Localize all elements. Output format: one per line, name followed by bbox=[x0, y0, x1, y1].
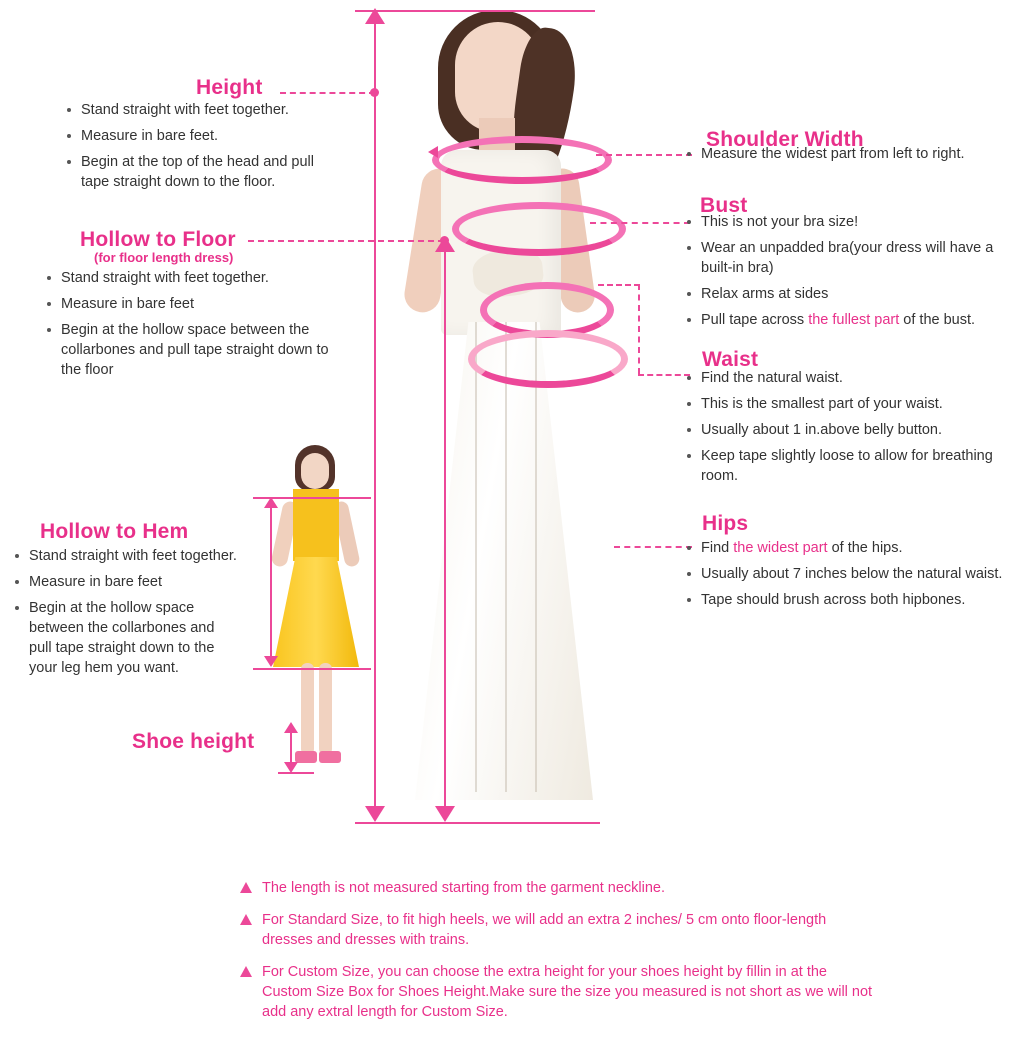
height-heading: Height bbox=[196, 76, 263, 99]
warning-triangle-icon bbox=[240, 966, 252, 977]
list-item: Begin at the hollow space between the collarbones and pull tape straight down to the your leg hem you want. bbox=[12, 598, 240, 678]
list-item: Wear an unpadded bra(your dress will have a built-in bra) bbox=[684, 238, 1014, 278]
warning-triangle-icon bbox=[240, 882, 252, 893]
mini-model-bodice bbox=[293, 489, 339, 561]
hollow-to-hem-vertical-line bbox=[270, 508, 272, 658]
hips-bullet-list bbox=[684, 538, 1014, 616]
waist-leader-top bbox=[598, 284, 640, 286]
hollow-to-floor-anchor-dot bbox=[440, 236, 449, 245]
hollow-to-floor-vertical-line bbox=[444, 248, 446, 814]
list-item: Keep tape slightly loose to allow for breathing room. bbox=[684, 446, 1004, 486]
height-arrow-down-icon bbox=[365, 806, 385, 822]
hollow-to-floor-subheading: (for floor length dress) bbox=[94, 250, 234, 265]
height-vertical-line bbox=[374, 22, 376, 812]
list-item: Measure in bare feet bbox=[12, 572, 240, 592]
list-item: Relax arms at sides bbox=[684, 284, 1014, 304]
waist-bullet-list bbox=[684, 368, 1004, 492]
shoe-height-base-line bbox=[278, 772, 314, 774]
hips-pre: Find bbox=[701, 540, 734, 556]
note-2 bbox=[240, 910, 880, 950]
list-item: Stand straight with feet together. bbox=[44, 268, 334, 288]
waist-leader-line bbox=[638, 374, 690, 376]
shoe-height-heading: Shoe height bbox=[132, 730, 255, 753]
bust-bullet-list bbox=[684, 212, 1014, 336]
hollow-to-floor-leader-line bbox=[248, 240, 444, 242]
bust-post: of the bust. bbox=[899, 312, 976, 328]
mini-model-right-leg bbox=[319, 663, 332, 755]
list-item: Usually about 1 in.above belly button. bbox=[684, 420, 1004, 440]
shoulder-leader-line bbox=[596, 154, 692, 156]
mini-model-right-shoe-icon bbox=[319, 751, 341, 763]
list-item: Find the natural waist. bbox=[684, 368, 1004, 388]
note-1 bbox=[240, 878, 880, 898]
mini-model-skirt bbox=[273, 557, 359, 667]
hollow-to-hem-heading: Hollow to Hem bbox=[40, 520, 189, 543]
list-item: Measure in bare feet. bbox=[64, 126, 344, 146]
hollow-to-hem-arrow-down-icon bbox=[264, 656, 278, 667]
hollow-to-hem-bullet-list bbox=[12, 546, 240, 684]
list-item: Begin at the hollow space between the collarbones and pull tape straight down to the floor bbox=[44, 320, 334, 380]
list-item: This is the smallest part of your waist. bbox=[684, 394, 1004, 414]
bust-pre: Pull tape across bbox=[701, 312, 809, 328]
height-anchor-dot bbox=[370, 88, 379, 97]
list-item-hips-widest bbox=[684, 538, 1014, 558]
waist-heading: Waist bbox=[702, 348, 759, 371]
bust-measure-band bbox=[452, 202, 626, 256]
bust-leader-line bbox=[590, 222, 690, 224]
shoulder-width-bullet-list bbox=[684, 144, 1014, 170]
hips-heading: Hips bbox=[702, 512, 749, 535]
note-text: The length is not measured starting from the garment neckline. bbox=[262, 880, 665, 896]
mini-model-face-icon bbox=[301, 453, 329, 489]
bust-heading: Bust bbox=[700, 194, 748, 217]
list-item: Tape should brush across both hipbones. bbox=[684, 590, 1014, 610]
warning-triangle-icon bbox=[240, 914, 252, 925]
skirt-fold-2 bbox=[505, 322, 507, 792]
hips-post: of the hips. bbox=[827, 540, 903, 556]
note-text: For Standard Size, to fit high heels, we will add an extra 2 inches/ 5 cm onto floor-length dresses and dresses with trains. bbox=[262, 912, 827, 948]
list-item: Stand straight with feet together. bbox=[64, 100, 344, 120]
mini-model-left-shoe-icon bbox=[295, 751, 317, 763]
list-item: Stand straight with feet together. bbox=[12, 546, 240, 566]
hips-measure-band bbox=[468, 330, 628, 388]
skirt-fold-3 bbox=[535, 322, 537, 792]
hollow-to-floor-bullet-list bbox=[44, 268, 334, 386]
height-arrow-up-icon bbox=[365, 8, 385, 24]
waist-leader-vertical bbox=[638, 284, 640, 374]
short-dress-model-illustration bbox=[255, 445, 375, 775]
mini-model-left-leg bbox=[301, 663, 314, 755]
shoe-height-vertical-line bbox=[290, 730, 292, 766]
footer-notes bbox=[240, 878, 880, 1034]
list-item: Usually about 7 inches below the natural waist. bbox=[684, 564, 1014, 584]
height-leader-line bbox=[280, 92, 375, 94]
shoe-height-arrow-up-icon bbox=[284, 722, 298, 733]
list-item: Begin at the top of the head and pull tape straight down to the floor. bbox=[64, 152, 344, 192]
hollow-to-hem-arrow-up-icon bbox=[264, 497, 278, 508]
hollow-to-hem-bottom-line bbox=[253, 668, 371, 670]
shoulder-measure-band bbox=[432, 136, 612, 184]
model-skirt bbox=[415, 322, 593, 800]
list-item: Measure the widest part from left to right. bbox=[684, 144, 1014, 164]
hips-leader-line bbox=[614, 546, 692, 548]
shoulder-arrow-icon bbox=[428, 146, 438, 158]
list-item: Measure in bare feet bbox=[44, 294, 334, 314]
bust-highlight: the fullest part bbox=[808, 312, 900, 328]
list-item-bust-fullest bbox=[684, 310, 1014, 330]
hips-highlight: the widest part bbox=[733, 540, 828, 556]
skirt-fold-1 bbox=[475, 322, 477, 792]
note-text: For Custom Size, you can choose the extra height for your shoes height by fillin in at the Custom Size Box for Shoes Height.Make sure the size you measured is not short as we will not add any extral length for Custom Size. bbox=[262, 964, 873, 1020]
floor-line bbox=[355, 822, 600, 824]
height-bullet-list bbox=[64, 100, 344, 198]
model-illustration bbox=[355, 0, 655, 830]
list-item: This is not your bra size! bbox=[684, 212, 1014, 232]
shoulder-width-heading: Shoulder Width bbox=[706, 128, 864, 151]
height-top-line bbox=[355, 10, 595, 12]
note-3 bbox=[240, 962, 880, 1022]
hollow-to-floor-heading: Hollow to Floor bbox=[80, 228, 236, 251]
hollow-to-floor-arrow-down-icon bbox=[435, 806, 455, 822]
